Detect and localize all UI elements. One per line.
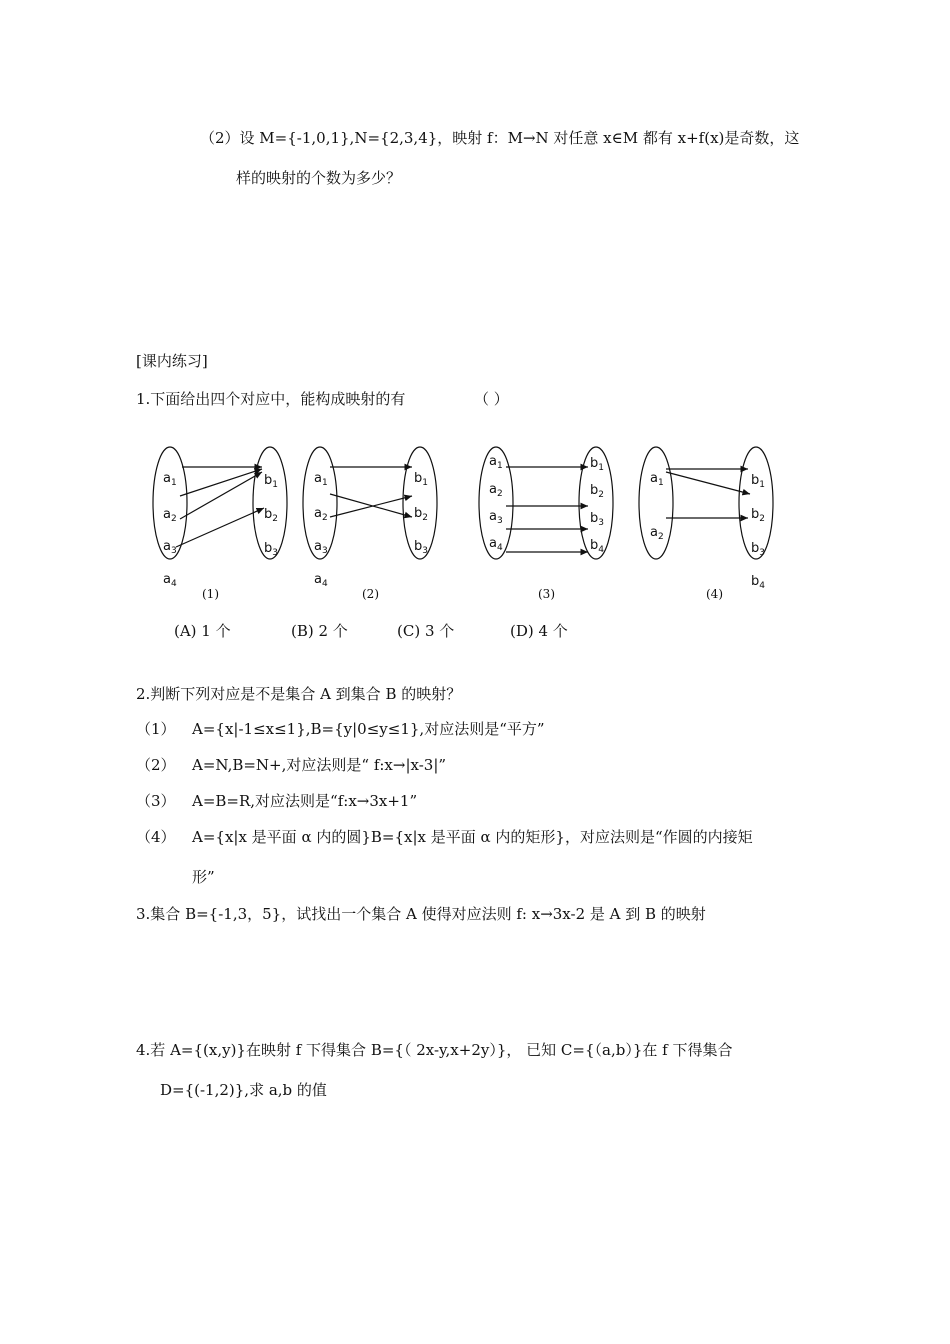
diagram4-domain-ellipse (639, 447, 673, 559)
diagram4-right-label: $b_4$ (751, 574, 765, 591)
diagram2-left-label: $a_2$ (314, 506, 328, 523)
option-d: (D) 4 个 (510, 622, 568, 640)
q2-line1: （2）设 M={-1,0,1},N={2,3,4}，映射 f：M→N 对任意 x∈M 都有 x+f(x)是奇数，这 (200, 129, 800, 147)
diagram3-right-label: $b_3$ (590, 511, 604, 528)
option-b: (B) 2 个 (291, 622, 348, 640)
problem2-item4-cont: 形” (192, 868, 215, 886)
diagram4-right-label: $b_1$ (751, 473, 765, 490)
problem2-item3-num: （3） (136, 792, 176, 810)
problem4-line1: 4.若 A={(x,y)}在映射 f 下得集合 B={（ 2x-y,x+2y）}， 已知 C={（a,b）}在 f 下得集合 (136, 1041, 733, 1059)
diagram4-right-label: $b_2$ (751, 507, 765, 524)
q2-line2: 样的映射的个数为多少？ (236, 169, 402, 187)
diagram3-right-label: $b_2$ (590, 483, 604, 500)
diagram4-arrow (666, 472, 750, 494)
problem2-item4-num: （4） (136, 828, 176, 846)
problem2-item2-num: （2） (136, 756, 176, 774)
diagram2-left-label: $a_4$ (314, 572, 328, 589)
diagram3-left-label: $a_4$ (489, 536, 503, 553)
diagram4-right-label: $b_3$ (751, 541, 765, 558)
problem2-item1-text: A={x|-1≤x≤1},B={y|0≤y≤1},对应法则是“平方” (192, 720, 545, 738)
diagram4-left-label: $a_2$ (650, 525, 664, 542)
problem1-stem: 1.下面给出四个对应中，能构成映射的有 (136, 390, 406, 408)
diagram1-right-label: $b_3$ (264, 541, 278, 558)
problem2-item3-text: A=B=R,对应法则是“f:x→3x+1” (192, 792, 418, 810)
diagram3-left-label: $a_1$ (489, 454, 503, 471)
diagram4-caption: (4) (706, 587, 723, 601)
diagram1-left-label: $a_1$ (163, 471, 177, 488)
diagram2-right-label: $b_1$ (414, 471, 428, 488)
diagram2-right-label: $b_2$ (414, 506, 428, 523)
problem2-item1-num: （1） (136, 720, 176, 738)
problem2-stem: 2.判断下列对应是不是集合 A 到集合 B 的映射？ (136, 685, 462, 703)
diagram1-right-label: $b_2$ (264, 507, 278, 524)
diagram2-right-label: $b_3$ (414, 539, 428, 556)
problem2-item2-text: A=N,B=N+,对应法则是“ f:x→|x-3|” (192, 756, 447, 774)
diagram3-left-label: $a_2$ (489, 482, 503, 499)
option-c: (C) 3 个 (397, 622, 455, 640)
diagram3-right-label: $b_1$ (590, 456, 604, 473)
diagram3-caption: (3) (538, 587, 555, 601)
option-a: (A) 1 个 (174, 622, 231, 640)
diagram3-right-label: $b_4$ (590, 538, 604, 555)
diagram2-caption: (2) (362, 587, 379, 601)
problem3-text: 3.集合 B={-1,3，5}，试找出一个集合 A 使得对应法则 f: x→3x-2 是 A 到 B 的映射 (136, 905, 706, 923)
diagram3-left-label: $a_3$ (489, 509, 503, 526)
diagram1-arrow (180, 472, 262, 519)
diagram2-left-label: $a_1$ (314, 471, 328, 488)
diagram4-left-label: $a_1$ (650, 471, 664, 488)
diagram1-left-label: $a_2$ (163, 507, 177, 524)
problem1-answer-paren: （ ） (474, 390, 509, 408)
practice-title: [课内练习] (136, 352, 208, 370)
diagram1-caption: (1) (202, 587, 219, 601)
diagram1-left-label: $a_4$ (163, 572, 177, 589)
diagram1-right-label: $b_1$ (264, 473, 278, 490)
diagram1-arrow (180, 469, 262, 496)
diagram1-left-label: $a_3$ (163, 539, 177, 556)
problem4-line2: D={(-1,2)},求 a,b 的值 (160, 1081, 327, 1099)
problem2-item4-text: A={x|x 是平面 α 内的圆}B={x|x 是平面 α 内的矩形}，对应法则是“作圆的内接矩 (192, 828, 753, 846)
diagram2-left-label: $a_3$ (314, 539, 328, 556)
